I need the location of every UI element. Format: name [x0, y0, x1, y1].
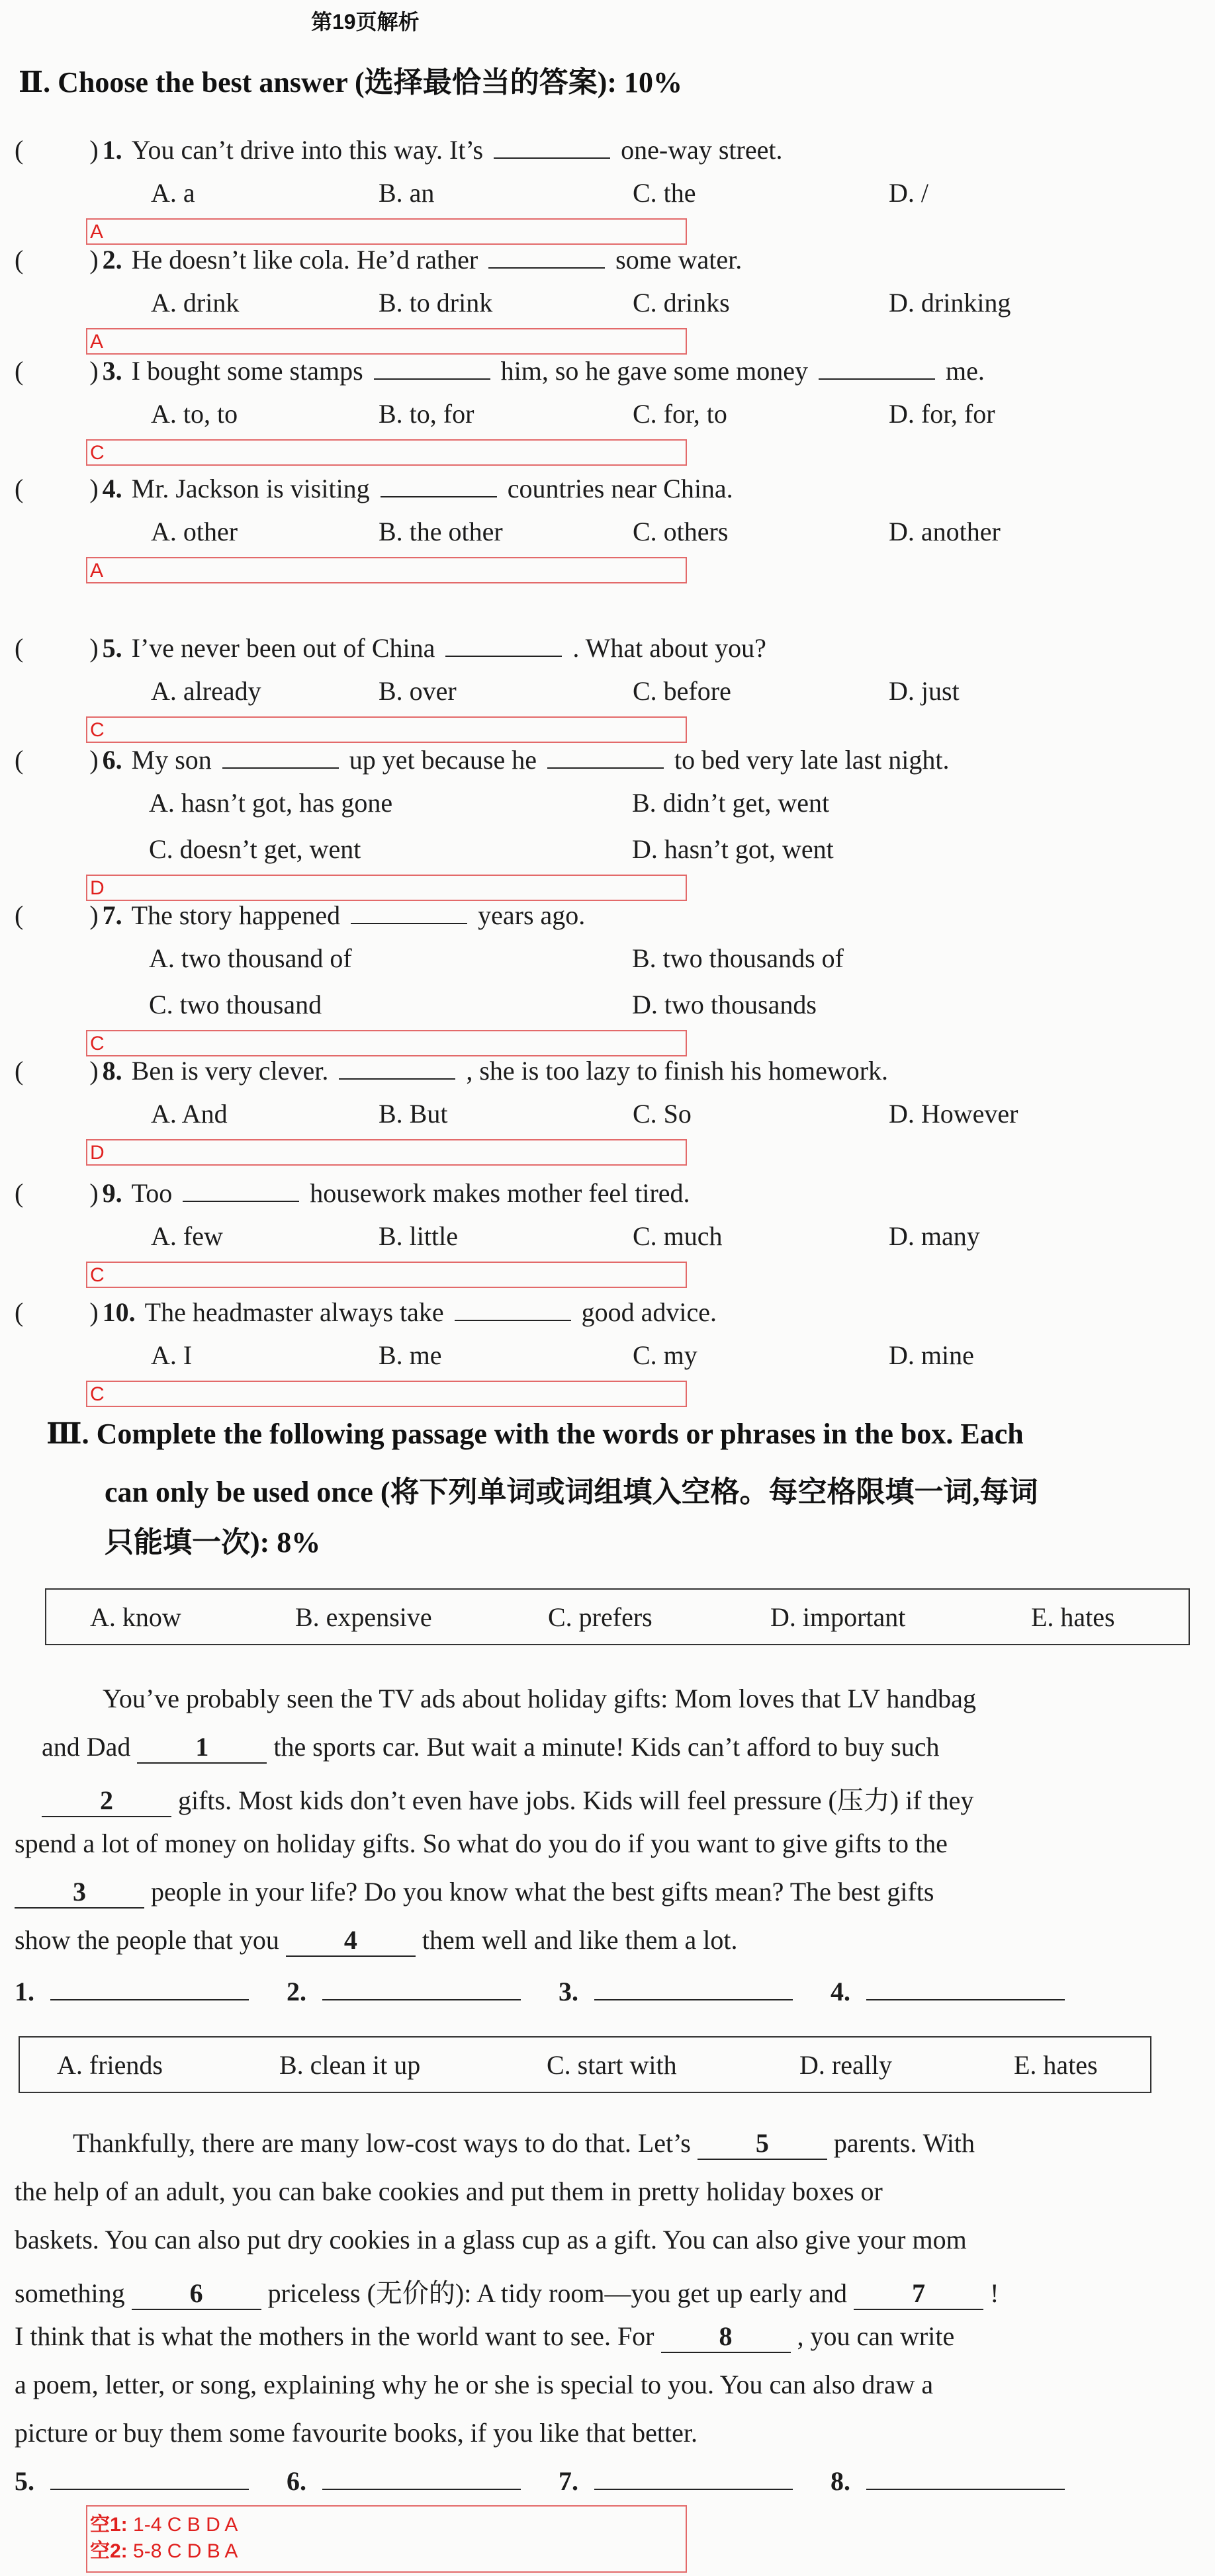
passage-text: , you can write [797, 2321, 955, 2351]
word-box-1-item: A. know [90, 1602, 181, 1632]
question-text: one-way street. [621, 135, 783, 165]
question-text: Mr. Jackson is visiting [131, 474, 370, 503]
section-3-title-line3: 只能填一次): 8% [105, 1526, 321, 1559]
question-3 [15, 352, 985, 386]
question-text: , she is too lazy to finish his homework. [466, 1056, 889, 1086]
section-2-title: Ⅱ. Choose the best answer (选择最恰当的答案): 10% [19, 66, 682, 99]
passage-1-line [42, 1780, 973, 1817]
passage-text: them well and like them a lot. [422, 1925, 738, 1955]
question-number: 10 [102, 1297, 129, 1327]
answer-paren-open: ( [15, 1178, 24, 1208]
question-text: to bed very late last night. [674, 745, 950, 775]
question-7 [15, 896, 585, 931]
option-A: A. I [151, 1340, 193, 1370]
passage-1-line: spend a lot of money on holiday gifts. So what do you do if you want to give gifts to the [15, 1828, 948, 1858]
question-text: You can’t drive into this way. It’s [131, 135, 484, 165]
question-10 [15, 1293, 717, 1328]
option-D: D. another [889, 517, 1001, 546]
question-blank [547, 741, 664, 769]
option-B: B. But [379, 1099, 448, 1129]
question-text: I’ve never been out of China [131, 633, 435, 663]
final-answer-label: 空1: [90, 2514, 128, 2536]
answer-paren-open: ( [15, 633, 24, 663]
question-blank [351, 896, 467, 924]
answer-paren-open: ( [15, 1056, 24, 1086]
answer-paren-open: ( [15, 745, 24, 775]
question-text: years ago. [478, 900, 586, 930]
question-number: 8 [102, 1056, 116, 1086]
question-dot: . [115, 474, 122, 503]
section-3-title-line1: Ⅲ. Complete the following passage with the words or phrases in the box. Each [46, 1418, 1024, 1450]
answer-paren-open: ( [15, 356, 24, 386]
page-header: 第19页解析 [311, 10, 420, 34]
option-B: B. little [379, 1221, 458, 1251]
question-number: 3 [102, 356, 116, 386]
option-D: D. mine [889, 1340, 974, 1370]
question-blank [819, 352, 935, 380]
question-2 [15, 241, 742, 275]
question-number: 6 [102, 745, 116, 775]
answer-line-1 [15, 1976, 249, 2007]
question-number: 4 [102, 474, 116, 503]
section-3-title-line2: can only be used once (将下列单词或词组填入空格。每空格限填一词,每词 [105, 1476, 1038, 1508]
answer-paren-close: ) [89, 1297, 99, 1327]
question-text: housework makes mother feel tired. [310, 1178, 690, 1208]
option-B: B. to drink [379, 288, 493, 318]
question-6 [15, 741, 949, 775]
question-dot: . [115, 745, 122, 775]
option-D: D. However [889, 1099, 1018, 1129]
question-text: him, so he gave some money [500, 356, 808, 386]
passage-1-line: You’ve probably seen the TV ads about holiday gifts: Mom loves that LV handbag [103, 1684, 976, 1713]
blank-3: 3 [15, 1876, 144, 1909]
answer-underline [322, 1979, 521, 2000]
answer-line-3 [559, 1976, 793, 2007]
answer-box: A [86, 218, 687, 245]
passage-text: priceless (无价的): A tidy room—you get up early and [267, 2278, 848, 2308]
word-box-1 [45, 1588, 1190, 1645]
question-dot: . [115, 1178, 122, 1208]
question-1 [15, 131, 782, 165]
option-C: C. much [633, 1221, 723, 1251]
passage-2-line: baskets. You can also put dry cookies in a glass cup as a gift. You can also give your mom [15, 2225, 967, 2254]
passage-2-line: a poem, letter, or song, explaining why he or she is special to you. You can also draw a [15, 2370, 934, 2399]
option-D: D. just [889, 676, 960, 706]
question-text: . What about you? [572, 633, 766, 663]
blank-8: 8 [661, 2321, 791, 2353]
answer-paren-open: ( [15, 900, 24, 930]
answer-label: 4. [831, 1977, 850, 2006]
question-text: countries near China. [507, 474, 733, 503]
question-5 [15, 629, 766, 664]
option-C: C. before [633, 676, 731, 706]
passage-2-line: picture or buy them some favourite books, if you like that better. [15, 2418, 698, 2448]
answer-paren-open: ( [15, 245, 24, 275]
option-C: C. for, to [633, 399, 727, 429]
question-number: 5 [102, 633, 116, 663]
passage-text: Thankfully, there are many low-cost ways to do that. Let’s [73, 2128, 691, 2158]
word-box-1-item: E. hates [1031, 1602, 1115, 1632]
answer-paren-close: ) [89, 1056, 99, 1086]
answer-label: 8. [831, 2466, 850, 2496]
answer-line-6 [287, 2466, 521, 2497]
question-dot: . [115, 900, 122, 930]
passage-text: people in your life? Do you know what the best gifts mean? The best gifts [151, 1877, 934, 1907]
final-answer-row [90, 2538, 683, 2565]
passage-text: show the people that you [15, 1925, 279, 1955]
question-text: some water. [615, 245, 742, 275]
answer-paren-close: ) [89, 745, 99, 775]
final-answer-label: 空2: [90, 2540, 128, 2562]
question-blank [381, 470, 497, 497]
option-A: A. other [151, 517, 238, 546]
option-A: A. drink [151, 288, 240, 318]
question-blank [445, 629, 562, 657]
answer-label: 3. [559, 1977, 578, 2006]
answer-box: C [86, 439, 687, 466]
question-dot: . [115, 1056, 122, 1086]
answer-label: 6. [287, 2466, 306, 2496]
option-D: D. drinking [889, 288, 1011, 318]
option-A: A. And [151, 1099, 228, 1129]
final-answer-value: 1-4 C B D A [133, 2514, 238, 2536]
question-blank [183, 1174, 299, 1202]
blank-5: 5 [698, 2127, 827, 2160]
question-text: Ben is very clever. [131, 1056, 329, 1086]
question-number: 9 [102, 1178, 116, 1208]
question-text: good advice. [581, 1297, 717, 1327]
question-text: up yet because he [349, 745, 537, 775]
answer-line-5 [15, 2466, 249, 2497]
question-dot: . [115, 356, 122, 386]
question-text: My son [131, 745, 212, 775]
question-number: 2 [102, 245, 116, 275]
question-text: The story happened [131, 900, 341, 930]
question-blank [222, 741, 339, 769]
answer-underline [594, 2469, 793, 2490]
option-C: C. my [633, 1340, 698, 1370]
final-answer-box [86, 2505, 687, 2573]
word-box-1-item: D. important [770, 1602, 906, 1632]
passage-2-line: the help of an adult, you can bake cookies and put them in pretty holiday boxes or [15, 2176, 883, 2206]
option-A: A. hasn’t got, has gone [149, 788, 393, 818]
answer-paren-close: ) [89, 633, 99, 663]
answer-paren-close: ) [89, 245, 99, 275]
blank-2: 2 [42, 1785, 171, 1817]
option-B: B. an [379, 178, 435, 208]
answer-label: 5. [15, 2466, 34, 2496]
option-C: C. the [633, 178, 696, 208]
option-A: A. a [151, 178, 195, 208]
option-D: D. / [889, 178, 928, 208]
answer-line-2 [287, 1976, 521, 2007]
passage-text: parents. With [833, 2128, 975, 2158]
passage-2-line [73, 2127, 975, 2160]
answer-paren-close: ) [89, 474, 99, 503]
answer-box: D [86, 875, 687, 901]
option-A: A. two thousand of [149, 943, 352, 973]
word-box-2 [19, 2036, 1151, 2093]
answer-underline [866, 1979, 1065, 2000]
word-box-2-item: D. really [799, 2049, 892, 2080]
blank-7: 7 [854, 2278, 983, 2310]
passage-2-line [15, 2272, 999, 2310]
option-B: B. me [379, 1340, 442, 1370]
answer-label: 7. [559, 2466, 578, 2496]
final-answer-row [90, 2512, 683, 2538]
question-text: I bought some stamps [131, 356, 363, 386]
word-box-2-item: A. friends [57, 2049, 163, 2080]
answer-box: C [86, 1262, 687, 1288]
answer-line-4 [831, 1976, 1065, 2007]
passage-text: ! [990, 2278, 999, 2308]
option-B: B. over [379, 676, 457, 706]
passage-text: I think that is what the mothers in the world want to see. For [15, 2321, 654, 2351]
question-text: Too [131, 1178, 173, 1208]
answer-paren-close: ) [89, 900, 99, 930]
passage-1-line [15, 1924, 737, 1957]
answer-box: A [86, 328, 687, 355]
question-dot: . [115, 633, 122, 663]
question-blank [339, 1052, 455, 1080]
option-A: A. to, to [151, 399, 238, 429]
passage-1-line [15, 1876, 934, 1909]
answer-box: C [86, 1381, 687, 1407]
option-B: B. didn’t get, went [632, 788, 830, 818]
answer-paren-close: ) [89, 356, 99, 386]
option-C: C. drinks [633, 288, 730, 318]
answer-paren-open: ( [15, 474, 24, 503]
final-answer-value: 5-8 C D B A [133, 2540, 238, 2562]
question-blank [374, 352, 490, 380]
option-C: C. two thousand [149, 990, 322, 1019]
option-B: B. to, for [379, 399, 474, 429]
question-number: 1 [102, 135, 116, 165]
answer-box: C [86, 1030, 687, 1056]
passage-text: gifts. Most kids don’t even have jobs. Kids will feel pressure (压力) if they [178, 1785, 974, 1815]
option-B: B. two thousands of [632, 943, 844, 973]
answer-line-7 [559, 2466, 793, 2497]
option-C: C. others [633, 517, 729, 546]
word-box-2-item: E. hates [1014, 2049, 1098, 2080]
blank-6: 6 [132, 2278, 261, 2310]
option-A: A. few [151, 1221, 223, 1251]
passage-text: something [15, 2278, 125, 2308]
question-9 [15, 1174, 690, 1209]
answer-box: C [86, 716, 687, 743]
question-text: He doesn’t like cola. He’d rather [131, 245, 478, 275]
answer-underline [322, 2469, 521, 2490]
answer-label: 1. [15, 1977, 34, 2006]
answer-box: D [86, 1139, 687, 1166]
word-box-1-item: C. prefers [548, 1602, 652, 1632]
passage-2-line [15, 2321, 954, 2353]
answer-underline [50, 2469, 249, 2490]
option-A: A. already [151, 676, 261, 706]
answer-paren-close: ) [89, 1178, 99, 1208]
question-dot: . [115, 245, 122, 275]
answer-underline [594, 1979, 793, 2000]
answer-underline [866, 2469, 1065, 2490]
option-D: D. two thousands [632, 990, 817, 1019]
blank-4: 4 [286, 1924, 416, 1957]
question-blank [494, 131, 610, 159]
option-C: C. So [633, 1099, 692, 1129]
word-box-2-item: C. start with [547, 2049, 677, 2080]
passage-1-line [42, 1731, 940, 1764]
question-text: The headmaster always take [144, 1297, 444, 1327]
option-B: B. the other [379, 517, 503, 546]
answer-line-8 [831, 2466, 1065, 2497]
passage-text: the sports car. But wait a minute! Kids can’t afford to buy such [273, 1732, 940, 1762]
question-dot: . [128, 1297, 136, 1327]
question-blank [455, 1293, 571, 1321]
answer-paren-open: ( [15, 1297, 24, 1327]
answer-box: A [86, 557, 687, 583]
option-C: C. doesn’t get, went [149, 834, 361, 864]
answer-label: 2. [287, 1977, 306, 2006]
word-box-1-item: B. expensive [295, 1602, 432, 1632]
question-number: 7 [102, 900, 116, 930]
option-D: D. for, for [889, 399, 995, 429]
blank-1: 1 [137, 1731, 267, 1764]
question-text: me. [946, 356, 985, 386]
word-box-2-item: B. clean it up [279, 2049, 421, 2080]
option-D: D. hasn’t got, went [632, 834, 834, 864]
question-4 [15, 470, 733, 504]
answer-paren-open: ( [15, 135, 24, 165]
answer-paren-close: ) [89, 135, 99, 165]
question-dot: . [115, 135, 122, 165]
question-blank [488, 241, 605, 269]
question-8 [15, 1052, 888, 1086]
option-D: D. many [889, 1221, 980, 1251]
answer-underline [50, 1979, 249, 2000]
passage-text: and Dad [42, 1732, 131, 1762]
